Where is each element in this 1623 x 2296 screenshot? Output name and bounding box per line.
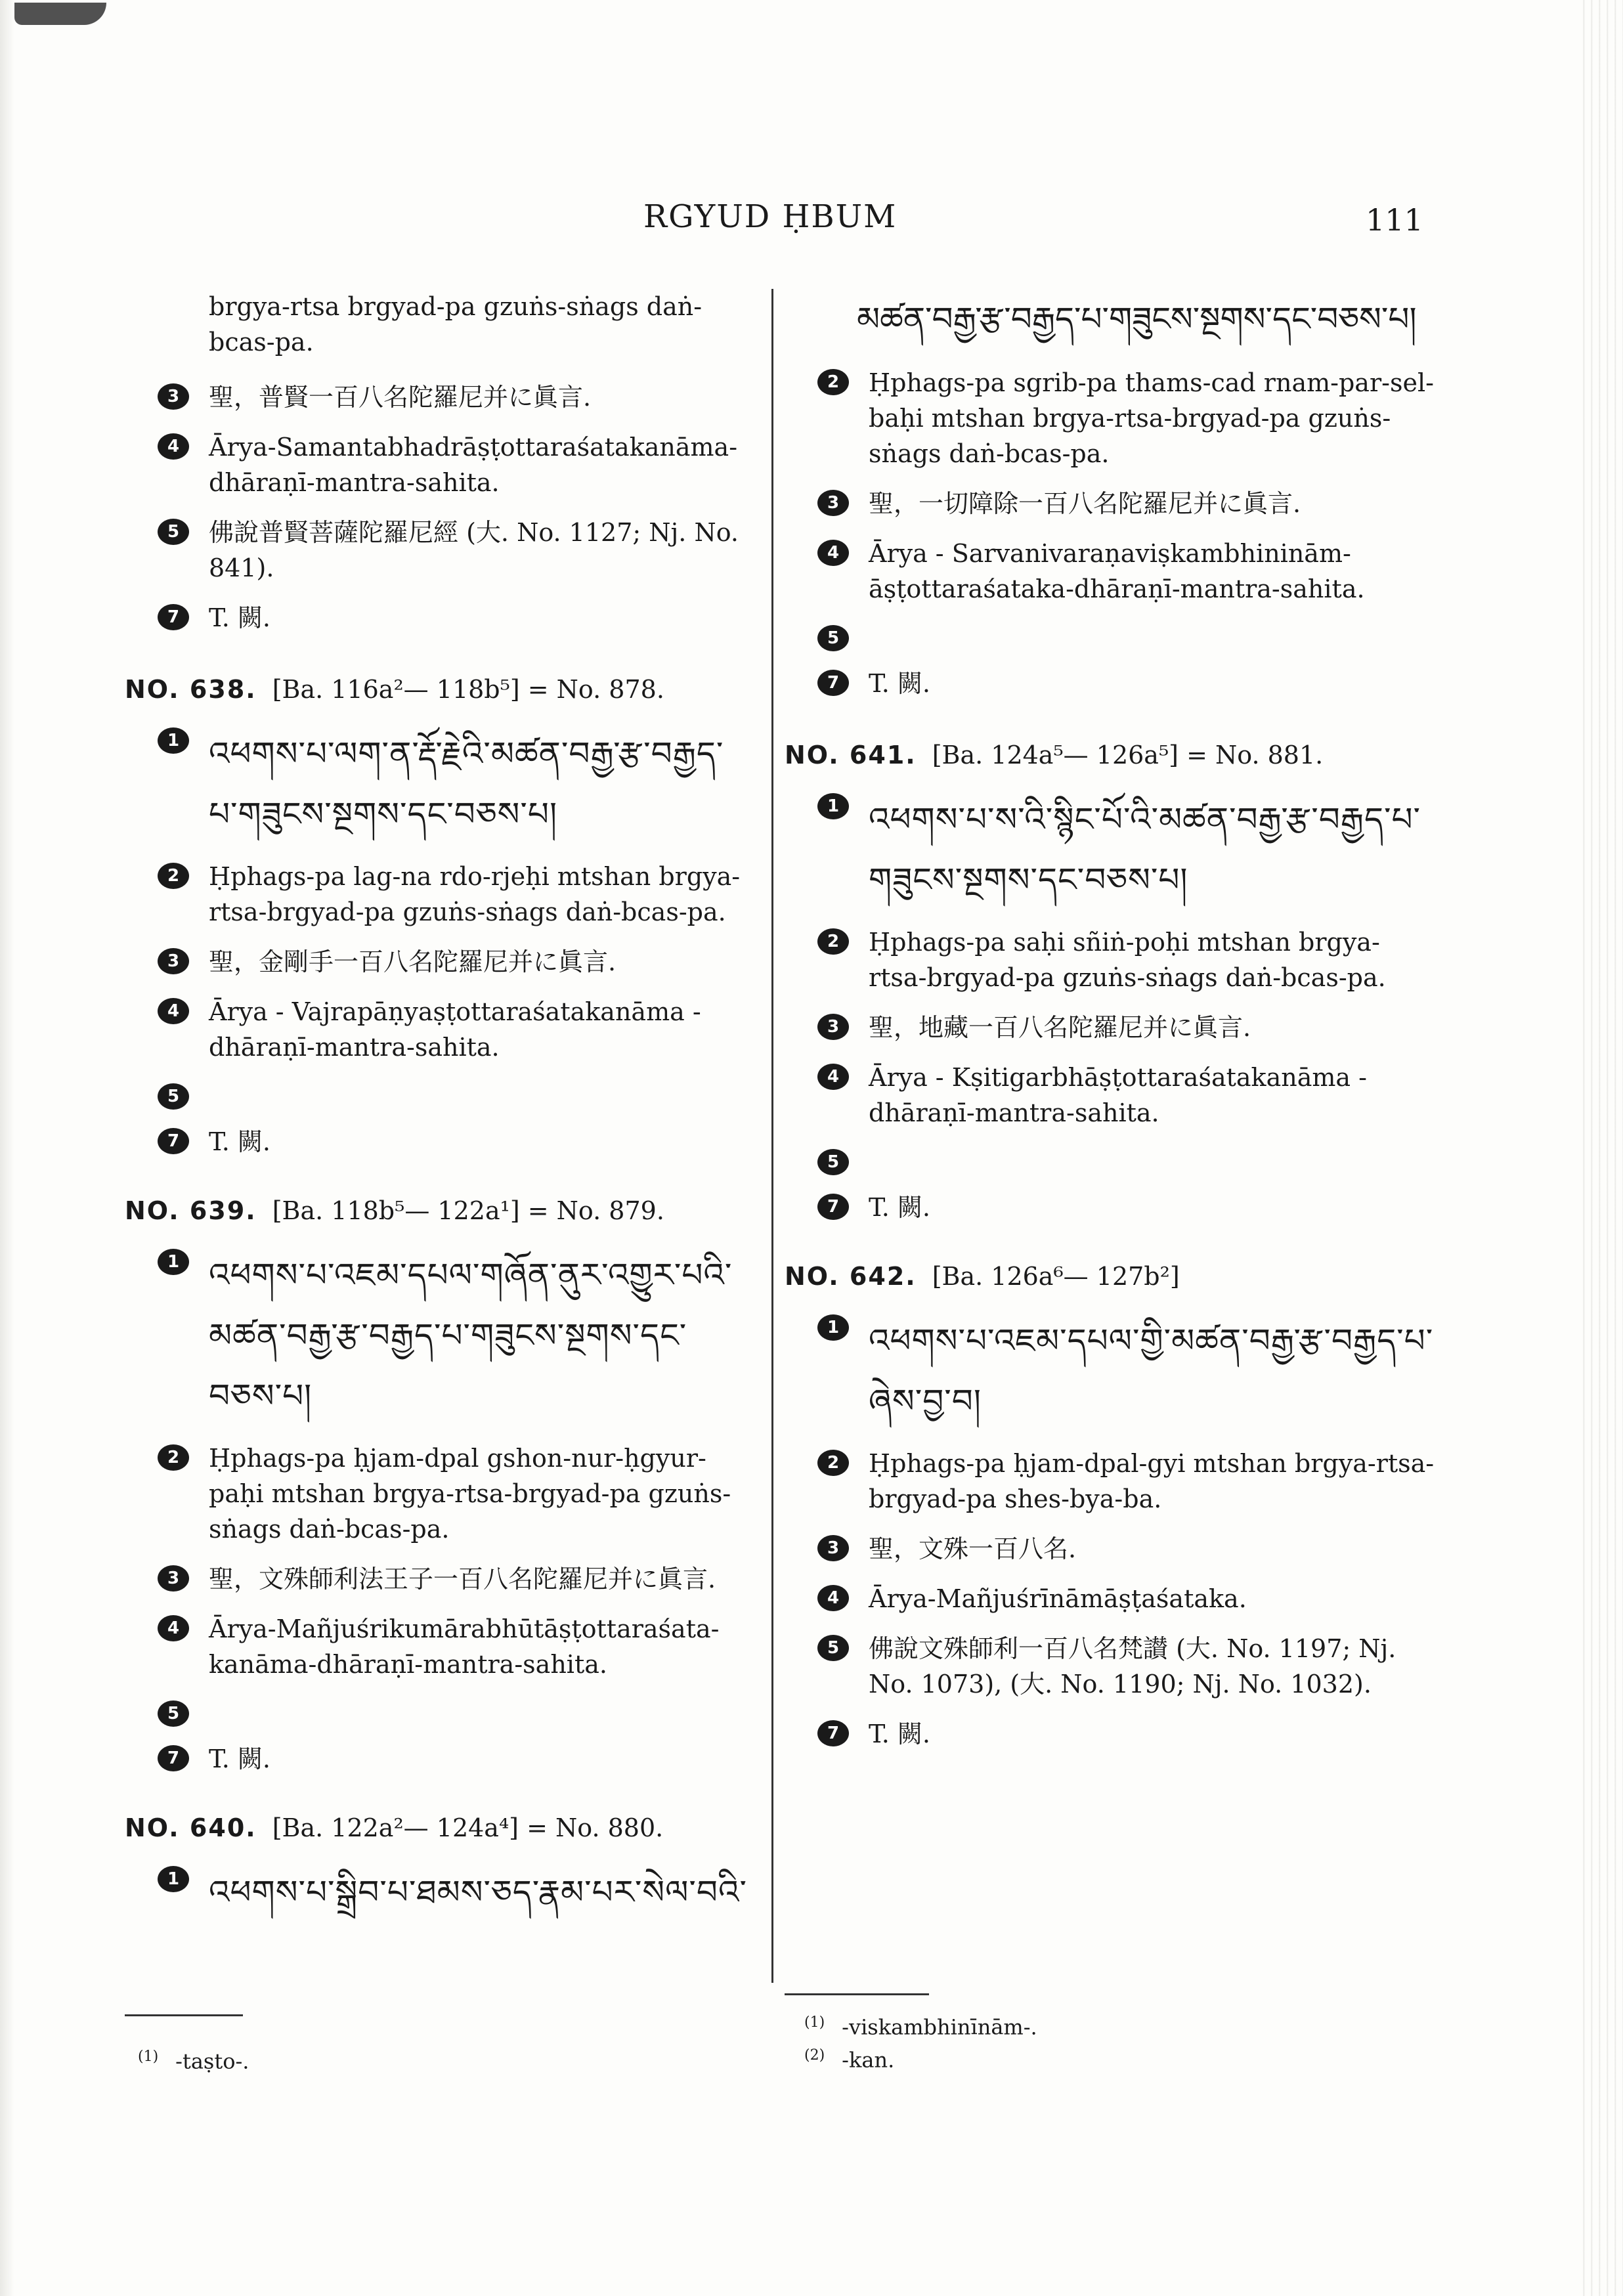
marker-1: 1 bbox=[817, 793, 849, 819]
item-row bbox=[785, 1531, 1435, 1567]
item-text: Ārya - Vajrapāṇyaṣṭottaraśatakanāma - dhāraṇī-mantra-sahita. bbox=[209, 997, 701, 1062]
continued-tibetan: མཚན་བརྒྱ་རྩ་བརྒྱད་པ་གཟུངས་སྔགས་དང་བཅས་པ། bbox=[857, 300, 1417, 338]
item-row bbox=[125, 994, 752, 1065]
running-title: RGYUD ḤBUM bbox=[643, 198, 898, 235]
item-text: Ārya-Mañjuśrīnāmāṣṭaśataka. bbox=[869, 1584, 1247, 1613]
item-row bbox=[785, 1581, 1435, 1616]
item-text: T. 闕. bbox=[209, 1127, 270, 1156]
entry-heading bbox=[785, 1262, 1435, 1291]
marker-4: 4 bbox=[158, 998, 189, 1024]
left-column bbox=[125, 289, 752, 1959]
marker-5: 5 bbox=[158, 1700, 189, 1727]
item-text: Ḥphags-pa lag-na rdo-rjeḥi mtshan brgya-rtsa-brgyad-pa gzuṅs-sṅags daṅ-bcas-pa. bbox=[209, 862, 741, 926]
marker-7: 7 bbox=[158, 604, 189, 630]
item-row bbox=[785, 1716, 1435, 1752]
item-row bbox=[125, 429, 752, 500]
item-text: 佛說普賢菩薩陀羅尼經 (大. No. 1127; Nj. No. 841). bbox=[209, 518, 739, 582]
continued-line: bcas-pa. bbox=[209, 328, 314, 357]
item-row bbox=[125, 1741, 752, 1777]
marker-4: 4 bbox=[817, 1064, 849, 1090]
marker-4: 4 bbox=[158, 433, 189, 460]
continued-line: brgya-rtsa brgyad-pa gzuṅs-sṅags daṅ- bbox=[209, 292, 703, 321]
marker-2: 2 bbox=[817, 928, 849, 955]
entry-number: NO. 638. bbox=[125, 675, 257, 704]
item-row bbox=[785, 536, 1435, 607]
entry-642 bbox=[785, 1262, 1435, 1752]
item-row bbox=[125, 1079, 752, 1110]
marker-4: 4 bbox=[817, 540, 849, 566]
entry-heading bbox=[125, 1196, 752, 1225]
item-text: Ḥphags-pa sgrib-pa thams-cad rnam-par-sel-baḥi mtshan brgya-rtsa-brgyad-pa gzuṅs-sṅags daṅ-bcas-pa. bbox=[869, 368, 1434, 468]
entry-heading bbox=[125, 675, 752, 704]
item-text: T. 闕. bbox=[869, 669, 930, 698]
item-text: Ḥphags-pa saḥi sñiṅ-poḥi mtshan brgya-rtsa-brgyad-pa gzuṅs-sṅags daṅ-bcas-pa. bbox=[869, 928, 1386, 992]
marker-7: 7 bbox=[158, 1128, 189, 1154]
item-row bbox=[125, 1245, 752, 1426]
footnote-text: -taṣto-. bbox=[175, 2048, 249, 2074]
item-row bbox=[785, 1631, 1435, 1702]
item-text: Ārya-Mañjuśrikumārabhūtāṣṭottaraśata-kanāma-dhāraṇī-mantra-sahita. bbox=[209, 1614, 720, 1679]
entry-reference: [Ba. 116a²— 118b⁵] = No. 878. bbox=[272, 675, 664, 704]
entry-reference: [Ba. 126a⁶— 127b²] bbox=[932, 1262, 1180, 1291]
marker-5: 5 bbox=[817, 625, 849, 651]
item-text: T. 闕. bbox=[869, 1193, 930, 1222]
marker-5: 5 bbox=[817, 1149, 849, 1175]
footnote-mark: (1) bbox=[804, 2014, 825, 2031]
item-text: 聖，金剛手一百八名陀羅尼并に眞言. bbox=[209, 947, 617, 976]
footnote-rule-left bbox=[125, 2014, 243, 2016]
item-row bbox=[785, 1060, 1435, 1131]
item-text: Ḥphags-pa ḥjam-dpal gshon-nur-ḥgyur-paḥi mtshan brgya-rtsa-brgyad-pa gzuṅs-sṅags daṅ-bcas-pa. bbox=[209, 1444, 731, 1544]
item-row bbox=[785, 789, 1435, 910]
page-header bbox=[0, 190, 1623, 243]
footnote-mark: (1) bbox=[138, 2048, 159, 2065]
marker-1: 1 bbox=[158, 1249, 189, 1275]
marker-7: 7 bbox=[817, 670, 849, 696]
entry-number: NO. 642. bbox=[785, 1262, 917, 1291]
item-text: Ārya-Samantabhadrāṣṭottaraśatakanāma-dhāraṇī-mantra-sahita. bbox=[209, 433, 738, 497]
item-row bbox=[125, 1124, 752, 1159]
entry-reference: [Ba. 122a²— 124a⁴] = No. 880. bbox=[272, 1813, 664, 1842]
tibetan-title: འཕགས་པ་འཇམ་དཔལ་གྱི་མཚན་བརྒྱ་རྩ་བརྒྱད་པ་ཞེས་བྱ་བ། bbox=[869, 1322, 1434, 1420]
item-text: 佛說文殊師利一百八名梵讃 (大. No. 1197; Nj. No. 1073), (大. No. 1190; Nj. No. 1032). bbox=[869, 1634, 1396, 1699]
entry-640 bbox=[125, 1813, 752, 1922]
page-number: 111 bbox=[1366, 202, 1423, 238]
entry-reference: [Ba. 118b⁵— 122a¹] = No. 879. bbox=[272, 1196, 664, 1225]
footnote-right-2 bbox=[804, 2047, 894, 2073]
marker-4: 4 bbox=[817, 1585, 849, 1611]
marker-3: 3 bbox=[158, 1565, 189, 1592]
marker-7: 7 bbox=[817, 1720, 849, 1746]
item-row bbox=[125, 1697, 752, 1727]
item-row bbox=[125, 1611, 752, 1682]
scan-corner-blot bbox=[14, 3, 106, 25]
item-text: 聖，一切障除一百八名陀羅尼并に眞言. bbox=[869, 489, 1301, 518]
item-row bbox=[125, 379, 752, 415]
item-text: T. 闕. bbox=[869, 1720, 930, 1748]
item-row bbox=[785, 924, 1435, 995]
item-text: 聖，普賢一百八名陀羅尼并に眞言. bbox=[209, 383, 592, 412]
footnote-mark: (2) bbox=[804, 2047, 825, 2064]
entry-number: NO. 640. bbox=[125, 1813, 257, 1842]
scan-edge-left bbox=[0, 0, 14, 2296]
item-text: 聖，地藏一百八名陀羅尼并に眞言. bbox=[869, 1013, 1251, 1042]
marker-3: 3 bbox=[817, 490, 849, 516]
tibetan-title: འཕགས་པ་ལག་ན་རྡོ་རྗེའི་མཚན་བརྒྱ་རྩ་བརྒྱད་པ་གཟུངས་སྔགས་དང་བཅས་པ། bbox=[209, 735, 724, 833]
item-row bbox=[785, 486, 1435, 521]
footnote-left bbox=[138, 2048, 249, 2074]
tibetan-title: འཕགས་པ་ས་འི་སྙིང་པོ་འི་མཚན་བརྒྱ་རྩ་བརྒྱད་པ་གཟུངས་སྔགས་དང་བཅས་པ། bbox=[869, 800, 1421, 899]
item-row bbox=[125, 1862, 752, 1922]
marker-5: 5 bbox=[817, 1635, 849, 1661]
footnote-right-1 bbox=[804, 2014, 1037, 2040]
marker-3: 3 bbox=[817, 1014, 849, 1040]
item-row bbox=[125, 1561, 752, 1597]
item-text: 聖，文殊一百八名. bbox=[869, 1534, 1077, 1563]
entry-number: NO. 639. bbox=[125, 1196, 257, 1225]
footnote-text: -viskambhinīnām-. bbox=[842, 2014, 1037, 2040]
marker-3: 3 bbox=[158, 383, 189, 410]
tibetan-title: འཕགས་པ་སྒྲིབ་པ་ཐམས་ཅད་རྣམ་པར་སེལ་བའི་ bbox=[209, 1873, 747, 1911]
marker-7: 7 bbox=[817, 1194, 849, 1220]
item-text: Ārya - Sarvanivaraṇaviṣkambhininām-āṣṭottaraśataka-dhāraṇī-mantra-sahita. bbox=[869, 539, 1365, 603]
entry-639 bbox=[125, 1196, 752, 1777]
entry-641 bbox=[785, 741, 1435, 1225]
marker-2: 2 bbox=[158, 1444, 189, 1471]
marker-2: 2 bbox=[817, 1450, 849, 1476]
right-column bbox=[785, 289, 1435, 1788]
item-row bbox=[125, 515, 752, 586]
item-text: Ārya - Kṣitigarbhāṣṭottaraśatakanāma - dhāraṇī-mantra-sahita. bbox=[869, 1063, 1367, 1127]
marker-1: 1 bbox=[158, 1866, 189, 1892]
marker-2: 2 bbox=[158, 863, 189, 889]
item-row bbox=[785, 1145, 1435, 1175]
footnote-rule-right bbox=[785, 1993, 929, 1995]
item-row bbox=[785, 621, 1435, 651]
item-text: Ḥphags-pa ḥjam-dpal-gyi mtshan brgya-rtsa-brgyad-pa shes-bya-ba. bbox=[869, 1449, 1435, 1513]
tibetan-title: འཕགས་པ་འཇམ་དཔལ་གཞོན་ནུར་འགྱུར་པའི་མཚན་བརྒྱ་རྩ་བརྒྱད་པ་གཟུངས་སྔགས་དང་བཅས་པ། bbox=[209, 1256, 733, 1415]
entry-heading bbox=[125, 1813, 752, 1842]
entry-heading bbox=[785, 741, 1435, 769]
item-row bbox=[125, 944, 752, 980]
item-row bbox=[785, 1190, 1435, 1225]
item-text: T. 闕. bbox=[209, 1744, 270, 1773]
entry-reference: [Ba. 124a⁵— 126a⁵] = No. 881. bbox=[932, 741, 1324, 769]
marker-1: 1 bbox=[158, 727, 189, 754]
entry-number: NO. 641. bbox=[785, 741, 917, 769]
marker-2: 2 bbox=[817, 369, 849, 395]
marker-5: 5 bbox=[158, 1083, 189, 1110]
marker-4: 4 bbox=[158, 1615, 189, 1641]
item-row bbox=[785, 1010, 1435, 1045]
item-row bbox=[785, 666, 1435, 701]
marker-5: 5 bbox=[158, 519, 189, 545]
marker-3: 3 bbox=[817, 1535, 849, 1561]
item-row bbox=[125, 1440, 752, 1547]
column-divider bbox=[771, 289, 773, 1983]
marker-1: 1 bbox=[817, 1314, 849, 1341]
item-row bbox=[125, 724, 752, 844]
item-row bbox=[125, 600, 752, 636]
scan-edge-right bbox=[1577, 0, 1623, 2296]
marker-3: 3 bbox=[158, 948, 189, 974]
item-row bbox=[785, 1446, 1435, 1517]
item-row bbox=[785, 365, 1435, 471]
item-row bbox=[785, 1310, 1435, 1431]
footnote-text: -kan. bbox=[842, 2047, 895, 2073]
item-row bbox=[125, 859, 752, 930]
item-text: T. 闕. bbox=[209, 603, 270, 632]
marker-7: 7 bbox=[158, 1745, 189, 1771]
entry-638 bbox=[125, 675, 752, 1159]
item-text: 聖，文殊師利法王子一百八名陀羅尼并に眞言. bbox=[209, 1565, 716, 1593]
